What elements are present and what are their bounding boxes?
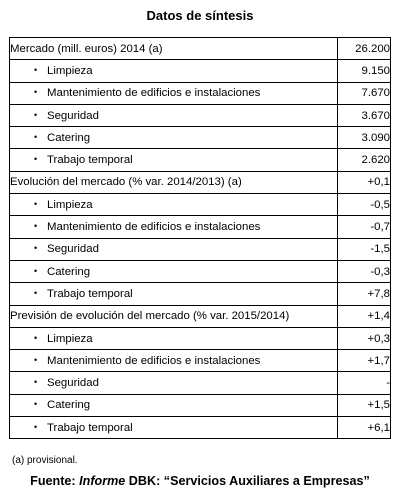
source-prefix: Fuente: bbox=[30, 474, 80, 488]
row-label: Catering bbox=[47, 265, 91, 278]
row-value: +7,8 bbox=[338, 283, 391, 305]
bullet-icon: • bbox=[34, 109, 38, 120]
table-row-item bbox=[10, 149, 391, 171]
table-row-section bbox=[10, 38, 391, 60]
row-label: Seguridad bbox=[47, 377, 99, 390]
table-row-item bbox=[10, 194, 391, 216]
table-row-section bbox=[10, 171, 391, 193]
row-label-cell bbox=[10, 149, 338, 171]
row-value: 3.090 bbox=[338, 127, 391, 149]
row-label: Catering bbox=[47, 131, 91, 144]
row-label: Mantenimiento de edificios e instalaciones bbox=[47, 221, 261, 234]
row-label: Trabajo temporal bbox=[47, 154, 133, 167]
table-row-item bbox=[10, 238, 391, 260]
row-label: Catering bbox=[47, 399, 91, 412]
row-value: +6,1 bbox=[338, 417, 391, 439]
row-value: - bbox=[338, 372, 391, 394]
document-title: Datos de síntesis bbox=[146, 8, 254, 23]
row-label-cell bbox=[10, 283, 338, 305]
bullet-icon: • bbox=[34, 265, 38, 276]
row-value: -0,5 bbox=[338, 194, 391, 216]
table-row-item bbox=[10, 60, 391, 82]
table-row-item bbox=[10, 350, 391, 372]
row-label-cell bbox=[10, 194, 338, 216]
table-row-item bbox=[10, 260, 391, 282]
bullet-icon: • bbox=[34, 221, 38, 232]
table-row-item bbox=[10, 283, 391, 305]
table-row-section bbox=[10, 305, 391, 327]
row-value: +1,7 bbox=[338, 350, 391, 372]
row-label-cell bbox=[10, 171, 338, 193]
row-value: 7.670 bbox=[338, 82, 391, 104]
row-label-cell bbox=[10, 38, 338, 60]
row-label: Limpieza bbox=[47, 64, 93, 77]
bullet-icon: • bbox=[34, 399, 38, 410]
row-label-cell bbox=[10, 417, 338, 439]
table-row-item bbox=[10, 216, 391, 238]
row-value: 3.670 bbox=[338, 104, 391, 126]
table-row-item bbox=[10, 104, 391, 126]
row-label-cell bbox=[10, 238, 338, 260]
source-italic: Informe bbox=[79, 474, 126, 488]
bullet-icon: • bbox=[34, 243, 38, 254]
table-row-item bbox=[10, 417, 391, 439]
row-value: 26.200 bbox=[338, 38, 391, 60]
table-row-item bbox=[10, 327, 391, 349]
bullet-icon: • bbox=[34, 421, 38, 432]
row-label: Seguridad bbox=[47, 243, 99, 256]
bullet-icon: • bbox=[34, 64, 38, 75]
row-value: 9.150 bbox=[338, 60, 391, 82]
row-label-cell bbox=[10, 305, 338, 327]
row-value: +1,5 bbox=[338, 394, 391, 416]
bullet-icon: • bbox=[34, 131, 38, 142]
row-value: +1,4 bbox=[338, 305, 391, 327]
source-rest: DBK: “Servicios Auxiliares a Empresas” bbox=[125, 474, 370, 488]
row-value: +0,3 bbox=[338, 327, 391, 349]
bullet-icon: • bbox=[34, 154, 38, 165]
bullet-icon: • bbox=[34, 87, 38, 98]
row-label: Limpieza bbox=[47, 198, 93, 211]
row-value: -0,3 bbox=[338, 260, 391, 282]
row-label-cell bbox=[10, 216, 338, 238]
row-label-cell bbox=[10, 327, 338, 349]
row-label-cell bbox=[10, 82, 338, 104]
row-value: -1,5 bbox=[338, 238, 391, 260]
row-label: Seguridad bbox=[47, 109, 99, 122]
bullet-icon: • bbox=[34, 287, 38, 298]
table-row-item bbox=[10, 394, 391, 416]
row-label: Trabajo temporal bbox=[47, 421, 133, 434]
table-row-item bbox=[10, 372, 391, 394]
row-label-cell bbox=[10, 260, 338, 282]
bullet-icon: • bbox=[34, 377, 38, 388]
synthesis-table-body bbox=[10, 38, 391, 439]
row-label-cell bbox=[10, 127, 338, 149]
bullet-icon: • bbox=[34, 354, 38, 365]
row-label: Mantenimiento de edificios e instalaciones bbox=[47, 87, 261, 100]
row-label: Mercado (mill. euros) 2014 (a) bbox=[10, 42, 163, 55]
row-label: Trabajo temporal bbox=[47, 287, 133, 300]
row-label-cell bbox=[10, 104, 338, 126]
footnote: (a) provisional. bbox=[12, 455, 78, 466]
row-value: +0,1 bbox=[338, 171, 391, 193]
row-value: 2.620 bbox=[338, 149, 391, 171]
row-label-cell bbox=[10, 60, 338, 82]
bullet-icon: • bbox=[34, 332, 38, 343]
row-label: Previsión de evolución del mercado (% var. 2015/2014) bbox=[10, 310, 290, 323]
row-label-cell bbox=[10, 372, 338, 394]
row-value: -0,7 bbox=[338, 216, 391, 238]
bullet-icon: • bbox=[34, 198, 38, 209]
source-line bbox=[0, 474, 400, 488]
synthesis-table bbox=[9, 37, 391, 439]
table-row-item bbox=[10, 127, 391, 149]
row-label: Evolución del mercado (% var. 2014/2013) (a) bbox=[10, 176, 242, 189]
row-label: Mantenimiento de edificios e instalaciones bbox=[47, 354, 261, 367]
row-label-cell bbox=[10, 394, 338, 416]
row-label-cell bbox=[10, 350, 338, 372]
table-row-item bbox=[10, 82, 391, 104]
row-label: Limpieza bbox=[47, 332, 93, 345]
